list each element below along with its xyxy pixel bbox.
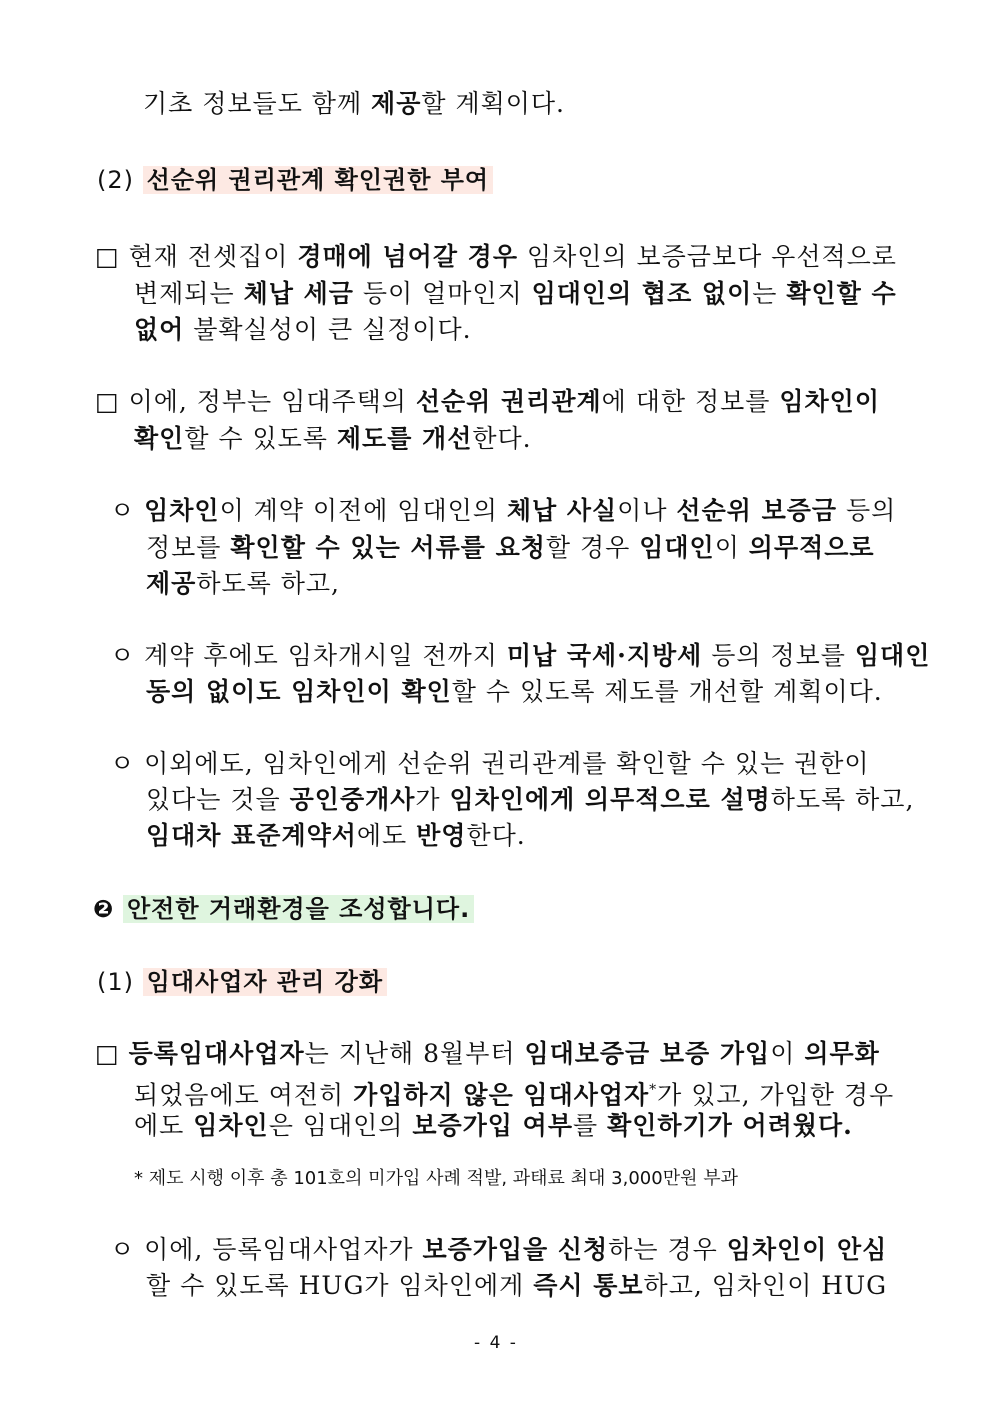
footnote: * 제도 시행 이후 총 101호의 미가입 사례 적발, 과태료 최대 3,000만원 부과	[134, 1168, 738, 1189]
heading-number: (1)	[97, 968, 134, 996]
text-run: 를	[572, 1111, 608, 1140]
section-heading	[93, 891, 474, 927]
text-run: 에도	[356, 821, 417, 850]
bold-run: 의무화	[804, 1039, 880, 1068]
text-line	[134, 276, 897, 312]
bold-run: 즉시 통보	[533, 1271, 644, 1300]
bold-run: 미납 국세·지방세	[506, 641, 703, 670]
text-run: 가	[415, 785, 450, 814]
text-run: 하는 경우	[608, 1235, 727, 1264]
text-run: 이	[770, 1039, 805, 1068]
bold-run: 없어	[134, 315, 185, 344]
bold-run: 임대보증금 보증 가입	[524, 1039, 771, 1068]
bold-run: 동의 없이도 임차인이 확인	[146, 677, 452, 706]
text-line	[134, 312, 472, 348]
bold-run: 체납 사실	[506, 496, 618, 525]
text-run: 은 임대인의	[268, 1111, 413, 1140]
text-line	[110, 1232, 887, 1268]
bold-run: 체납 세금	[243, 279, 354, 308]
text-run: □	[95, 1039, 129, 1068]
bold-run: 제공	[146, 569, 197, 598]
bold-run: 임대인	[854, 641, 931, 670]
subsection-heading	[97, 162, 493, 198]
bold-run: 보증가입을 신청	[422, 1235, 609, 1264]
text-run: ㅇ 이외에도, 임차인에게 선순위 권리관계를 확인할 수 있는 권한이	[110, 749, 870, 778]
text-run: 는	[752, 279, 787, 308]
text-run: 하도록 하고,	[770, 785, 915, 814]
bold-run: 임대인	[639, 533, 715, 562]
text-line	[146, 566, 340, 602]
bold-run: 확인하기가 어려웠다.	[607, 1111, 853, 1140]
text-run: 에 대한 정보를	[601, 387, 780, 416]
text-run: 불확실성이 큰 실정이다.	[184, 315, 472, 344]
text-run: 하고, 임차인이 HUG	[643, 1271, 888, 1300]
text-run: 임차인의 보증금보다 우선적으로	[517, 242, 897, 271]
bullet-mark: ㅇ	[110, 496, 145, 525]
text-run: 기초 정보들도 함께	[143, 89, 372, 118]
text-line	[146, 530, 875, 566]
bold-run: 임차인이 안심	[726, 1235, 888, 1264]
bold-run: 제도를 개선	[336, 424, 473, 453]
text-run: □ 이에, 정부는 임대주택의	[95, 387, 416, 416]
text-run: 등이 얼마인지	[353, 279, 532, 308]
text-run: □ 현재 전셋집이	[95, 242, 298, 271]
bold-run: 가입하지 않은 임대사업자	[353, 1080, 650, 1110]
text-run: 할 경우	[545, 533, 640, 562]
bold-run: 공인중개사	[289, 785, 416, 814]
text-line	[134, 1108, 853, 1144]
text-line	[146, 782, 914, 818]
text-run: 할 계획이다.	[421, 89, 566, 118]
text-run: 이나	[617, 496, 677, 525]
bold-run: 임대차 표준계약서	[146, 821, 357, 850]
heading-title: 임대사업자 관리 강화	[143, 968, 387, 996]
text-run: 가 있고, 가입한 경우	[657, 1080, 895, 1110]
bold-run: 경매에 넘어갈 경우	[297, 242, 518, 271]
footnote-mark: *	[649, 1082, 658, 1098]
text-line	[143, 86, 565, 122]
bold-run: 임차인	[144, 496, 220, 525]
text-line	[146, 818, 526, 854]
bold-run: 임차인에게 의무적으로 설명	[449, 785, 771, 814]
text-line	[110, 493, 896, 529]
page-number: - 4 -	[474, 1333, 518, 1353]
bold-run: 선순위 보증금	[676, 496, 838, 525]
text-run: 이	[714, 533, 749, 562]
bold-run: 임차인	[193, 1111, 269, 1140]
text-run: ㅇ 이에, 등록임대사업자가	[110, 1235, 423, 1264]
bold-run: 의무적으로	[748, 533, 875, 562]
text-run: 할 수 있도록	[184, 424, 337, 453]
text-run: 는 지난해 8월부터	[304, 1039, 525, 1068]
text-run: 한다.	[472, 424, 532, 453]
text-line	[110, 746, 870, 782]
text-run: 할 수 있도록 제도를 개선할 계획이다.	[451, 677, 883, 706]
bold-run: 임차인이	[779, 387, 880, 416]
bold-run: 반영	[416, 821, 467, 850]
text-line	[110, 638, 930, 674]
heading-title: 선순위 권리관계 확인권한 부여	[143, 166, 493, 194]
bold-run: 확인할 수 있는 서류를 요청	[230, 533, 546, 562]
text-run: 등의 정보를	[702, 641, 855, 670]
bold-run: 선순위 권리관계	[415, 387, 602, 416]
text-run: 하도록 하고,	[196, 569, 340, 598]
bold-run: 확인	[134, 424, 185, 453]
bold-run: 확인할 수	[786, 279, 897, 308]
text-run: 한다.	[466, 821, 526, 850]
text-line	[146, 1268, 887, 1304]
text-run: 변제되는	[134, 279, 244, 308]
text-run: 에도	[134, 1111, 194, 1140]
bold-run: 임대인의 협조 없이	[531, 279, 753, 308]
bold-run: 등록임대사업자	[128, 1039, 305, 1068]
text-line	[95, 239, 897, 275]
text-run: 이 계약 이전에 임대인의	[219, 496, 507, 525]
text-run: ㅇ 계약 후에도 임차개시일 전까지	[110, 641, 507, 670]
heading-number: (2)	[97, 166, 134, 194]
text-run: 할 수 있도록 HUG가 임차인에게	[146, 1271, 534, 1300]
text-line	[134, 421, 532, 457]
text-line	[95, 384, 880, 420]
bold-run: 보증가입 여부	[412, 1111, 573, 1140]
text-run: 되었음에도 여전히	[134, 1080, 354, 1110]
text-line	[95, 1036, 880, 1072]
bold-run: 제공	[371, 89, 422, 118]
text-run: 등의	[837, 496, 897, 525]
section-title: 안전한 거래환경을 조성합니다.	[123, 895, 474, 923]
section-number-icon: ❷	[93, 895, 115, 923]
text-line	[146, 674, 883, 710]
text-run: 있다는 것을	[146, 785, 290, 814]
text-run: 정보를	[146, 533, 231, 562]
subsection-heading	[97, 964, 387, 1000]
